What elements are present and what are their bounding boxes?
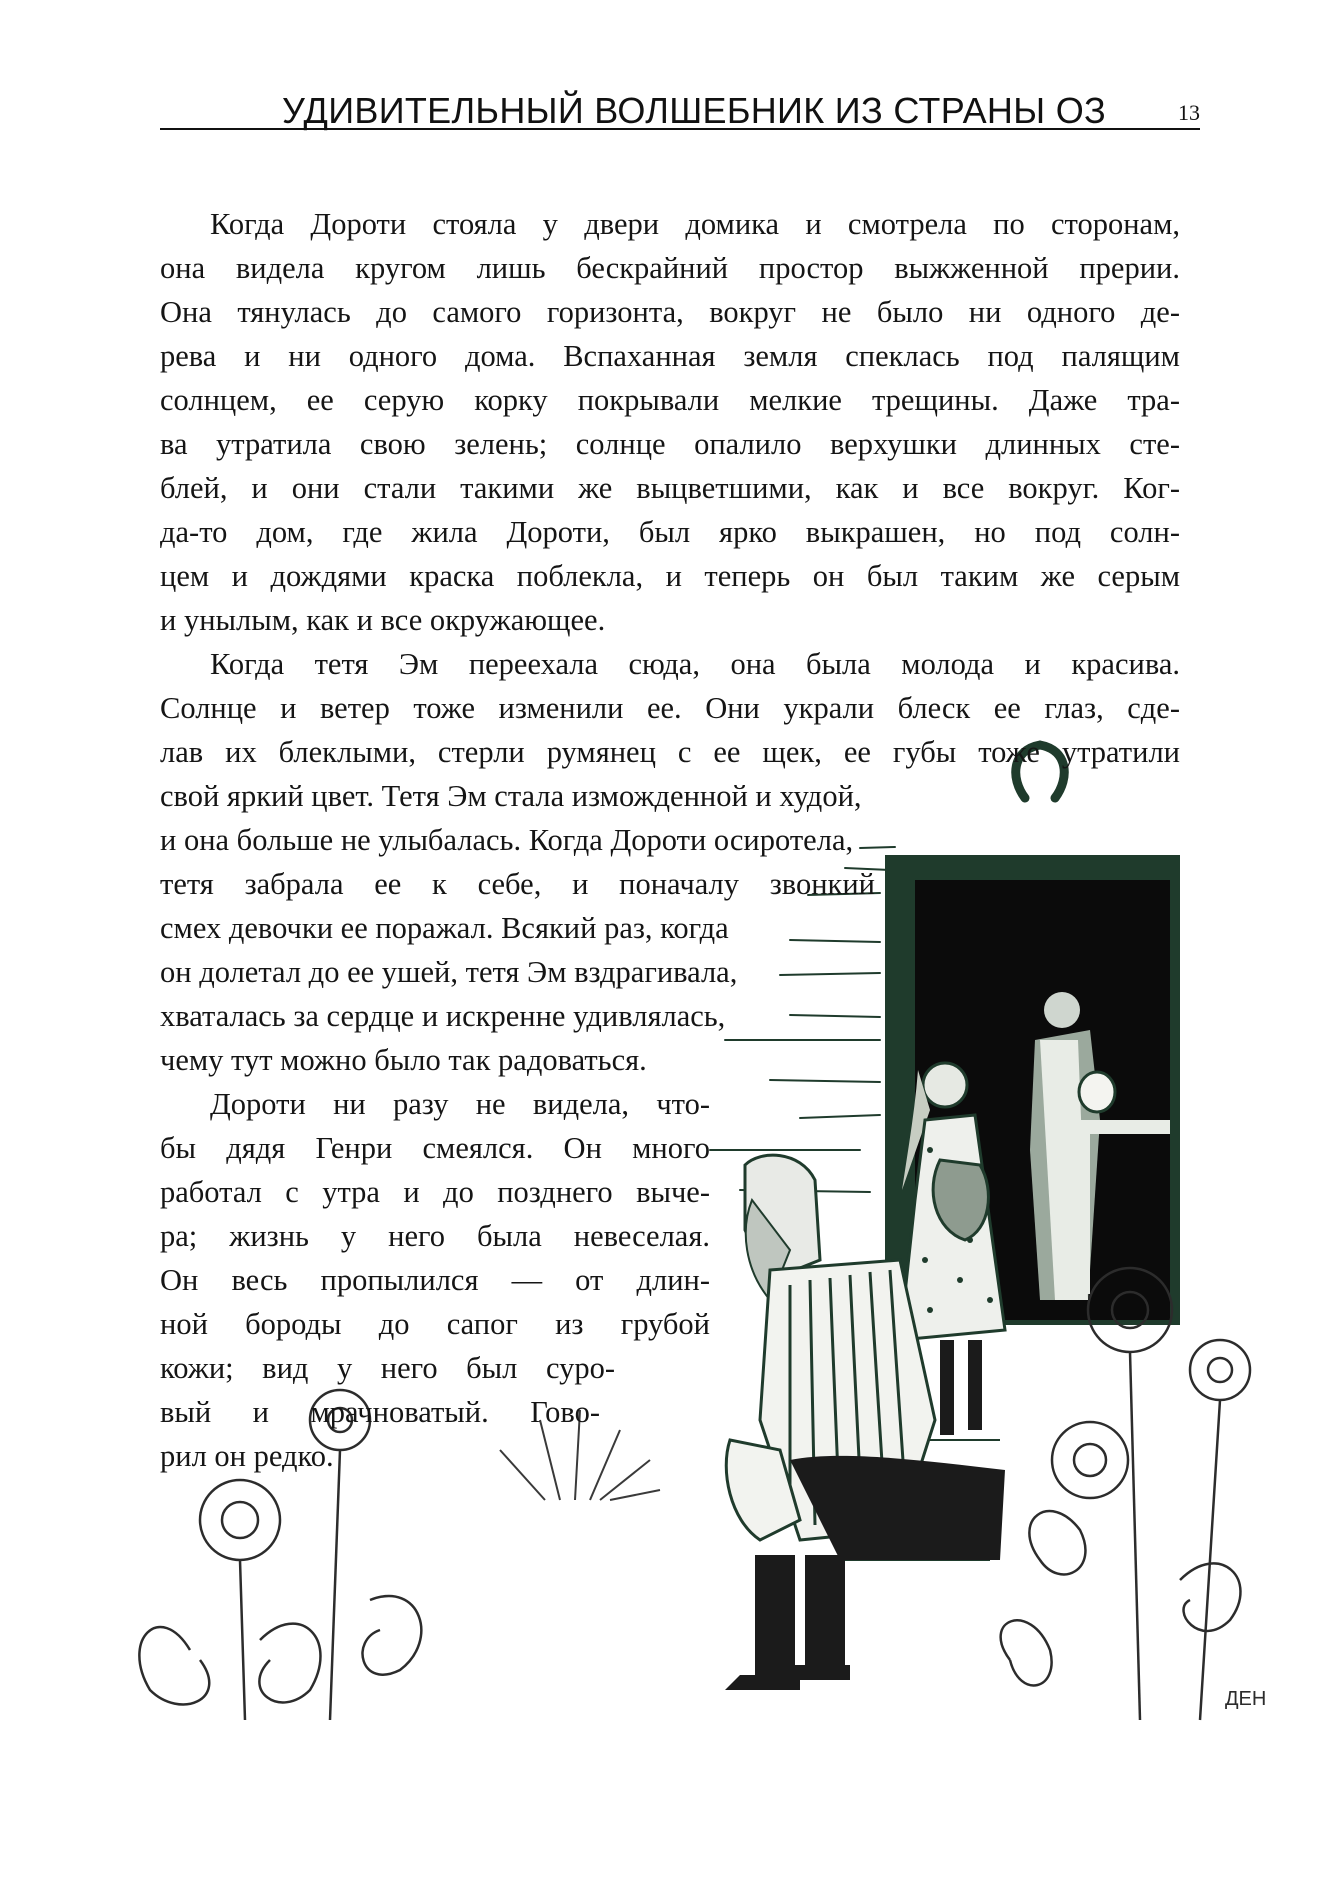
text-line: хваталась за сердце и искренне удивлялась, (160, 999, 726, 1033)
text-line: цем и дождями краска поблекла, и теперь он был таким же серым (160, 559, 1180, 593)
page-number: 13 (1178, 100, 1200, 125)
artist-signature: ДЕН (1225, 1688, 1267, 1710)
sunflowers-right (1001, 1268, 1250, 1720)
text-line: чему тут можно было так радоваться. (160, 1043, 647, 1077)
text-line: Она тянулась до самого горизонта, вокруг не было ни одного де- (160, 295, 1180, 329)
text-line: лав их блеклыми, стерли румянец с ее щек, ее губы тоже утратили (160, 735, 1180, 769)
text-line: да-то дом, где жила Дороти, был ярко выкрашен, но под солн- (160, 515, 1180, 549)
text-line: смех девочки ее поражал. Всякий раз, когда (160, 911, 729, 945)
text-line: Дороти ни разу не видела, что- (210, 1087, 710, 1121)
running-title: УДИВИТЕЛЬНЫЙ ВОЛШЕБНИК ИЗ СТРАНЫ ОЗ (282, 90, 1107, 131)
text-line: Он весь пропылился — от длин- (160, 1263, 710, 1297)
text-line: блей, и они стали такими же выцветшими, как и все вокруг. Ког- (160, 471, 1180, 505)
text-line: свой яркий цвет. Тетя Эм стала изможденной и худой, (160, 779, 862, 813)
text-line: солнцем, ее серую корку покрывали мелкие трещины. Даже тра- (160, 383, 1180, 417)
text-line: работал с утра и до позднего выче- (160, 1175, 710, 1209)
text-line: Солнце и ветер тоже изменили ее. Они украли блеск ее глаз, сде- (160, 691, 1180, 725)
text-line: вый и мрачноватый. Гово- (160, 1395, 600, 1429)
text-line: ва утратила свою зелень; солнце опалило верхушки длинных сте- (160, 427, 1180, 461)
text-line: тетя забрала ее к себе, и поначалу звонкий (160, 867, 875, 901)
text-line: она видела кругом лишь бескрайний простор выжженной прерии. (160, 251, 1180, 285)
text-line: ной бороды до сапог из грубой (160, 1307, 710, 1341)
text-line: Когда тетя Эм переехала сюда, она была молода и красива. (210, 647, 1180, 681)
text-line: он долетал до ее ушей, тетя Эм вздрагивала, (160, 955, 738, 989)
text-line: кожи; вид у него был суро- (160, 1351, 615, 1385)
text-line: ра; жизнь у него была невеселая. (160, 1219, 710, 1253)
text-line: и она больше не улыбалась. Когда Дороти осиротела, (160, 823, 854, 857)
text-line: рил он редко. (160, 1439, 334, 1473)
text-line: бы дядя Генри смеялся. Он много (160, 1131, 710, 1165)
text-line: рева и ни одного дома. Вспаханная земля спеклась под палящим (160, 339, 1180, 373)
text-line: и унылым, как и все окружающее. (160, 603, 606, 637)
text-line: Когда Дороти стояла у двери домика и смотрела по сторонам, (210, 207, 1180, 241)
